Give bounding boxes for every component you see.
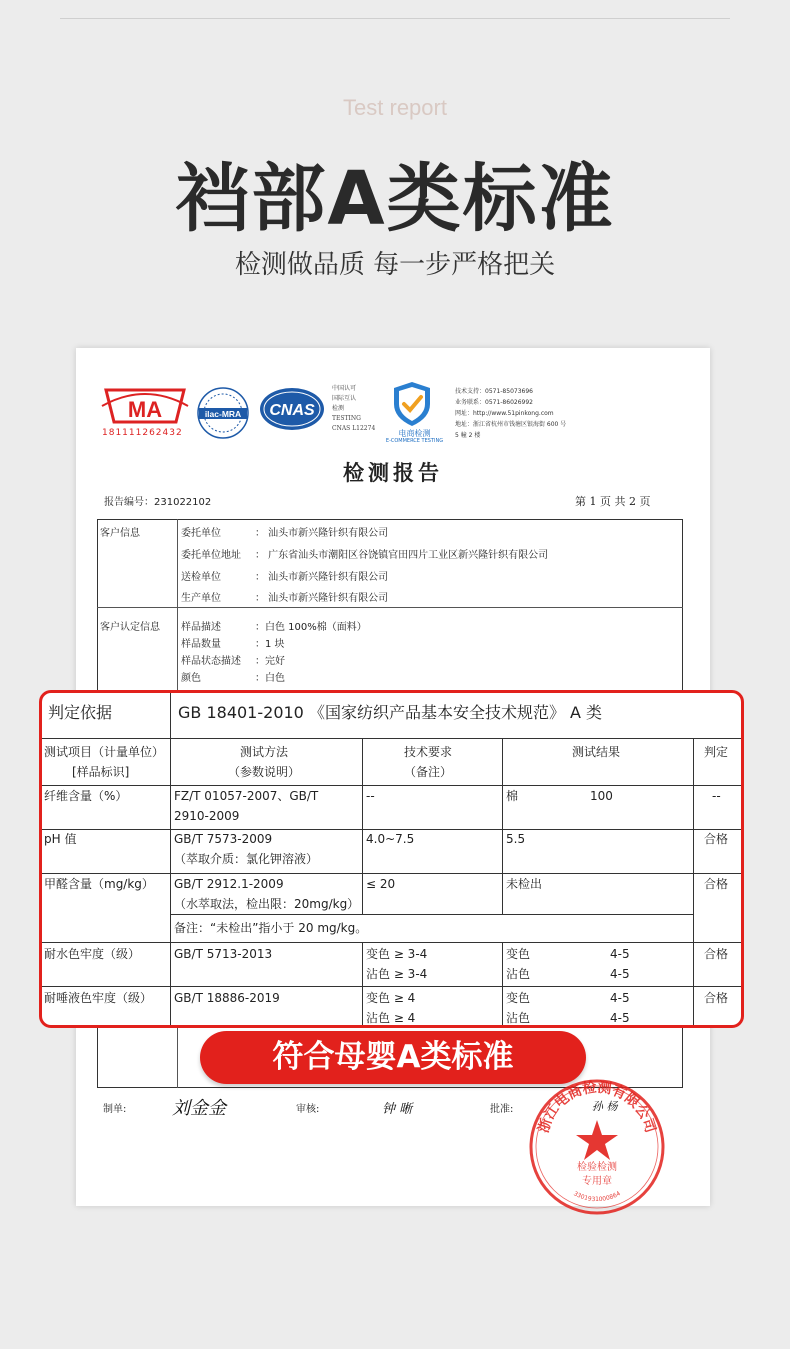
cert-line: 中国认可 xyxy=(332,385,357,392)
grid-line xyxy=(170,914,694,915)
row-method-2: （萃取介质：氯化钾溶液） xyxy=(174,852,319,866)
client-row-value: ： 广东省汕头市潮阳区谷饶镇官田四片工业区新兴隆针织有限公司 xyxy=(255,550,549,561)
sample-row-label: 样品描述 xyxy=(181,622,221,633)
row-method: GB/T 5713-2013 xyxy=(174,947,273,961)
approver-label: 批准: xyxy=(490,1104,514,1115)
row-result-label-2: 沾色 xyxy=(506,1011,531,1025)
client-row-value: ： 汕头市新兴隆针织有限公司 xyxy=(255,593,389,604)
contact-line: 地址：浙江省杭州市钱塘区银海街 600 号 xyxy=(455,421,567,428)
row-item: 甲醛含量（mg/kg） xyxy=(44,877,154,891)
sample-row-label: 样品状态描述 xyxy=(181,656,241,667)
client-section-label: 客户信息 xyxy=(100,528,140,539)
client-row-label: 生产单位 xyxy=(181,593,221,604)
row-verdict: 合格 xyxy=(704,877,729,891)
grid-line xyxy=(693,738,694,1025)
row-result-value-2: 4-5 xyxy=(610,1011,630,1025)
page-number: 第 1 页 共 2 页 xyxy=(575,495,651,508)
reviewer-signature: 钟 晰 xyxy=(382,1102,413,1117)
grid-line xyxy=(42,986,741,987)
basis-label: 判定依据 xyxy=(48,703,113,722)
sample-row-value: ：白色 100%棉（面料） xyxy=(255,622,367,633)
row-result-value: 100 xyxy=(590,789,613,803)
row-requirement-2: 沾色 ≥ 3-4 xyxy=(366,967,428,981)
seal-number: 3301931000864 xyxy=(572,1190,622,1204)
grid-line xyxy=(362,942,363,1025)
cert-line: TESTING xyxy=(332,415,361,422)
row-result-label: 未检出 xyxy=(506,877,543,891)
tagline: 检测做品质 每一步严格把关 xyxy=(234,250,556,280)
sample-row-label: 颜色 xyxy=(181,673,201,684)
ilac-mra-text: ilac-MRA xyxy=(204,409,242,419)
header-result: 测试结果 xyxy=(572,745,621,759)
cert-line: 国际互认 xyxy=(332,395,357,402)
ilac-mra-logo xyxy=(196,386,250,440)
header-item: 测试项目（计量单位） xyxy=(44,745,165,759)
header-item-2: [样品标识] xyxy=(72,765,130,779)
row-method: GB/T 2912.1-2009 xyxy=(174,877,284,891)
row-verdict: 合格 xyxy=(704,991,729,1005)
standard-banner: 符合母婴A类标准 xyxy=(200,1031,586,1084)
row-requirement: 变色 ≥ 4 xyxy=(366,991,416,1005)
sample-row-value: ：白色 xyxy=(255,673,285,684)
row-verdict: 合格 xyxy=(704,832,729,846)
top-divider xyxy=(60,18,730,19)
row-method: GB/T 18886-2019 xyxy=(174,991,280,1005)
cnas-text: CNAS xyxy=(269,402,315,419)
contact-line: 网址：http://www.51pinkong.com xyxy=(455,410,554,417)
seal-center-text-2: 专用章 xyxy=(582,1176,612,1187)
grid-line xyxy=(362,738,363,914)
cma-logo-text: MA xyxy=(127,397,163,422)
cma-number: 181111262432 xyxy=(102,428,183,438)
subtitle-en: Test report xyxy=(343,95,447,120)
report-number: 报告编号：231022102 xyxy=(104,497,212,508)
ecommerce-testing-shield-icon xyxy=(390,380,434,428)
row-requirement: ≤ 20 xyxy=(366,877,396,891)
header-requirement-2: （备注） xyxy=(404,765,453,779)
row-requirement-2: 沾色 ≥ 4 xyxy=(366,1011,416,1025)
grid-line xyxy=(42,942,741,943)
row-item: 耐水色牢度（级） xyxy=(44,947,141,961)
cert-line: CNAS L12274 xyxy=(332,425,376,432)
cert-line: 检测 xyxy=(332,405,345,412)
header-method-2: （参数说明） xyxy=(228,765,301,779)
row-requirement: 变色 ≥ 3-4 xyxy=(366,947,428,961)
row-item: pH 值 xyxy=(44,832,77,846)
maker-signature: 刘金金 xyxy=(172,1098,226,1119)
svg-text:3301931000864 xyxy=(572,1190,622,1203)
client-row-label: 委托单位 xyxy=(181,528,221,539)
row-requirement: -- xyxy=(366,789,375,803)
cnas-logo xyxy=(258,386,326,432)
row-result-label: 变色 xyxy=(506,991,531,1005)
row-verdict: 合格 xyxy=(704,947,729,961)
contact-line: 5 幢 2 楼 xyxy=(455,432,481,439)
sample-row-label: 样品数量 xyxy=(181,639,221,650)
page-title: 裆部A类标准 xyxy=(175,156,615,242)
client-row-value: ： 汕头市新兴隆针织有限公司 xyxy=(255,572,389,583)
cma-logo xyxy=(100,384,190,428)
contact-line: 技术支持：0571-85073696 xyxy=(455,388,533,395)
row-result-label-2: 沾色 xyxy=(506,967,531,981)
ecommerce-testing-name: 电商检测 xyxy=(398,429,431,438)
row-result-label: 棉 xyxy=(506,789,519,803)
header-method: 测试方法 xyxy=(240,745,289,759)
grid-line xyxy=(502,942,503,1025)
sample-row-value: ：1 块 xyxy=(255,639,285,650)
row-verdict: -- xyxy=(712,789,721,803)
row-result-value-2: 4-5 xyxy=(610,967,630,981)
approver-signature: 孙 杨 xyxy=(592,1100,618,1113)
header-requirement: 技术要求 xyxy=(404,745,453,759)
ecommerce-testing-en: E-COMMERCE TESTING xyxy=(385,438,444,444)
grid-line xyxy=(42,738,741,739)
seal-center-text: 检验检测 xyxy=(577,1162,617,1173)
reviewer-label: 审核: xyxy=(296,1104,320,1115)
basis-value: GB 18401-2010 《国家纺织产品基本安全技术规范》 A 类 xyxy=(178,703,603,722)
cert-text xyxy=(332,384,375,434)
logo-row xyxy=(100,380,700,450)
contact-info xyxy=(455,386,566,441)
company-seal-stamp xyxy=(526,1076,668,1218)
row-result-value: 4-5 xyxy=(610,947,630,961)
report-title: 检测报告 xyxy=(343,460,443,485)
row-note: 备注：“未检出”指小于 20 mg/kg。 xyxy=(174,921,368,935)
row-item: 耐唾液色牢度（级） xyxy=(44,991,153,1005)
row-result-label: 5.5 xyxy=(506,832,526,846)
table-divider xyxy=(97,607,683,608)
sample-row-value: ：完好 xyxy=(255,656,285,667)
seal-arc-text: 浙江电商检测有限公司 xyxy=(535,1079,659,1135)
row-item: 纤维含量（%） xyxy=(44,789,128,803)
row-method-2: 2910-2009 xyxy=(174,809,240,823)
grid-line xyxy=(42,785,741,786)
row-result-value: 4-5 xyxy=(610,991,630,1005)
grid-line xyxy=(502,738,503,914)
grid-line xyxy=(170,693,171,1025)
maker-label: 制单: xyxy=(103,1104,127,1115)
row-requirement: 4.0~7.5 xyxy=(366,832,415,846)
contact-line: 业务联系：0571-86026992 xyxy=(455,399,533,406)
row-method: GB/T 7573-2009 xyxy=(174,832,273,846)
row-result-label: 变色 xyxy=(506,947,531,961)
client-row-value: ： 汕头市新兴隆针织有限公司 xyxy=(255,528,389,539)
row-method: FZ/T 01057-2007、GB/T xyxy=(174,789,319,803)
sample-section-label: 客户认定信息 xyxy=(100,622,160,633)
client-row-label: 委托单位地址 xyxy=(181,550,241,561)
client-row-label: 送检单位 xyxy=(181,572,221,583)
header-verdict: 判定 xyxy=(704,745,729,759)
row-method-2: （水萃取法，检出限：20mg/kg） xyxy=(174,897,360,911)
